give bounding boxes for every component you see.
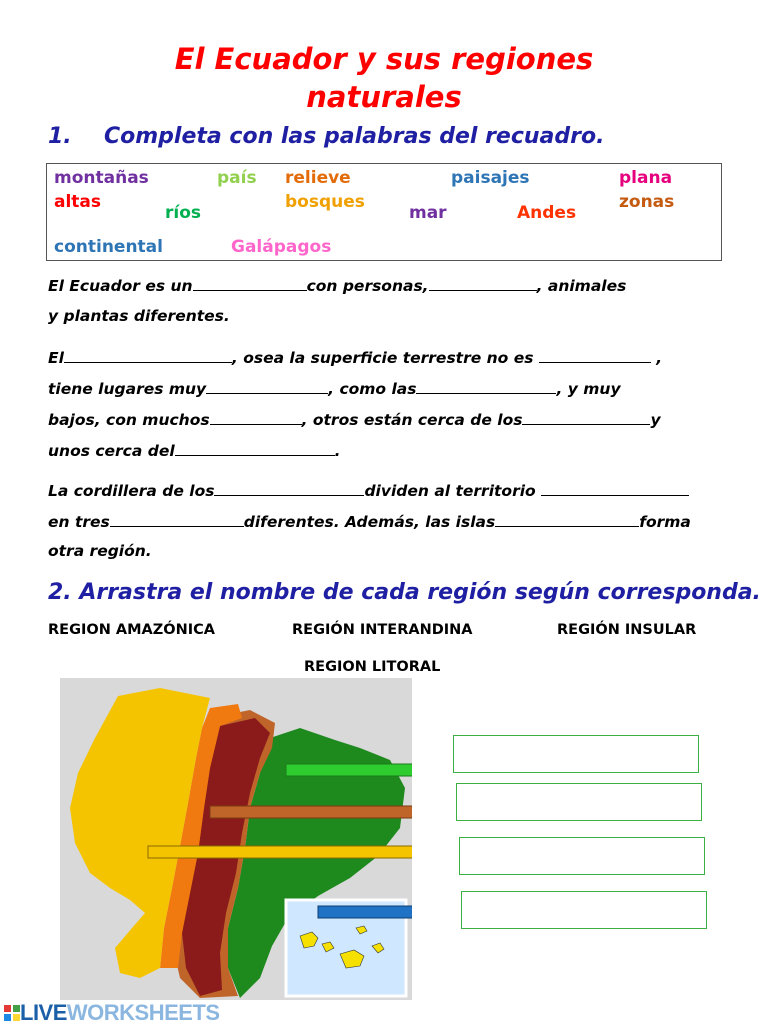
- text-segment: forma: [639, 513, 691, 531]
- region-label-amazonica[interactable]: REGION AMAZÓNICA: [48, 622, 215, 638]
- drop-box-2[interactable]: [456, 783, 702, 821]
- page-title-line2: naturales: [306, 80, 462, 114]
- word-bank-item[interactable]: mar: [409, 203, 447, 223]
- word-bank-box: [46, 163, 722, 261]
- logo-text-worksheets: WORKSHEETS: [66, 1000, 220, 1025]
- fill-blank[interactable]: [175, 441, 335, 456]
- word-bank-item[interactable]: Andes: [517, 203, 577, 223]
- text-segment: , y muy: [556, 380, 621, 398]
- text-segment: diferentes. Además, las islas: [243, 513, 496, 531]
- drop-box-1[interactable]: [453, 735, 699, 773]
- paragraph2-line3: [48, 410, 661, 429]
- paragraph1-line2: y plantas diferentes.: [48, 307, 230, 325]
- text-segment: , otros están cerca de los: [301, 411, 523, 429]
- section2-heading: 2. Arrastra el nombre de cada región según corresponda.: [48, 580, 761, 605]
- word-bank-item[interactable]: Galápagos: [231, 237, 332, 257]
- word-bank-item[interactable]: zonas: [619, 192, 675, 212]
- word-bank-item[interactable]: bosques: [285, 192, 365, 212]
- fill-blank[interactable]: [416, 379, 556, 394]
- text-segment: El Ecuador es un: [48, 277, 193, 295]
- text-segment: ,: [656, 349, 663, 367]
- word-bank-item[interactable]: montañas: [54, 168, 149, 188]
- paragraph3-line2: [48, 512, 691, 531]
- logo-text-live: LIVE: [20, 1000, 67, 1025]
- section1-number: 1.: [48, 124, 72, 149]
- liveworksheets-logo: [4, 1000, 220, 1025]
- drop-box-3[interactable]: [459, 837, 705, 875]
- text-segment: unos cerca del: [48, 442, 175, 460]
- paragraph3-line1: [48, 481, 689, 500]
- text-segment: dividen al territorio: [364, 482, 536, 500]
- text-segment: La cordillera de los: [48, 482, 215, 500]
- text-segment: bajos, con muchos: [48, 411, 210, 429]
- fill-blank[interactable]: [64, 348, 232, 363]
- fill-blank[interactable]: [539, 348, 651, 363]
- fill-blank[interactable]: [210, 410, 302, 425]
- fill-blank[interactable]: [206, 379, 328, 394]
- paragraph2-line4: [48, 441, 341, 460]
- section1-heading-text: Completa con las palabras del recuadro.: [104, 124, 605, 149]
- region-label-litoral[interactable]: REGION LITORAL: [304, 659, 441, 675]
- fill-blank[interactable]: [495, 512, 639, 527]
- logo-grid-icon: [4, 1005, 20, 1021]
- paragraph2-line2: [48, 379, 621, 398]
- fill-blank[interactable]: [193, 276, 307, 291]
- text-segment: El: [48, 349, 64, 367]
- text-segment: , osea la superficie terrestre no es: [231, 349, 534, 367]
- region-label-insular[interactable]: REGIÓN INSULAR: [557, 622, 697, 638]
- section1-heading: [48, 124, 604, 149]
- text-segment: .: [334, 442, 341, 460]
- text-segment: , animales: [536, 277, 627, 295]
- text-segment: con personas,: [306, 277, 429, 295]
- word-bank-item[interactable]: país: [217, 168, 257, 188]
- word-bank-item[interactable]: relieve: [285, 168, 351, 188]
- ecuador-map: [60, 678, 412, 1000]
- word-bank-item[interactable]: plana: [619, 168, 673, 188]
- text-segment: , como las: [328, 380, 417, 398]
- fill-blank[interactable]: [110, 512, 244, 527]
- drop-box-4[interactable]: [461, 891, 707, 929]
- page-title-line1: El Ecuador y sus regiones: [174, 42, 594, 76]
- fill-blank[interactable]: [214, 481, 364, 496]
- word-bank-item[interactable]: continental: [54, 237, 163, 257]
- paragraph3-line3: otra región.: [48, 542, 152, 560]
- text-segment: en tres: [48, 513, 110, 531]
- text-segment: y: [650, 411, 661, 429]
- paragraph1-line1: [48, 276, 626, 295]
- fill-blank[interactable]: [541, 481, 689, 496]
- region-label-interandina[interactable]: REGIÓN INTERANDINA: [292, 622, 473, 638]
- word-bank-item[interactable]: altas: [54, 192, 102, 212]
- word-bank-item[interactable]: paisajes: [451, 168, 530, 188]
- word-bank-item[interactable]: ríos: [165, 203, 202, 223]
- paragraph2-line1: [48, 348, 662, 367]
- fill-blank[interactable]: [522, 410, 650, 425]
- text-segment: tiene lugares muy: [48, 380, 207, 398]
- fill-blank[interactable]: [429, 276, 537, 291]
